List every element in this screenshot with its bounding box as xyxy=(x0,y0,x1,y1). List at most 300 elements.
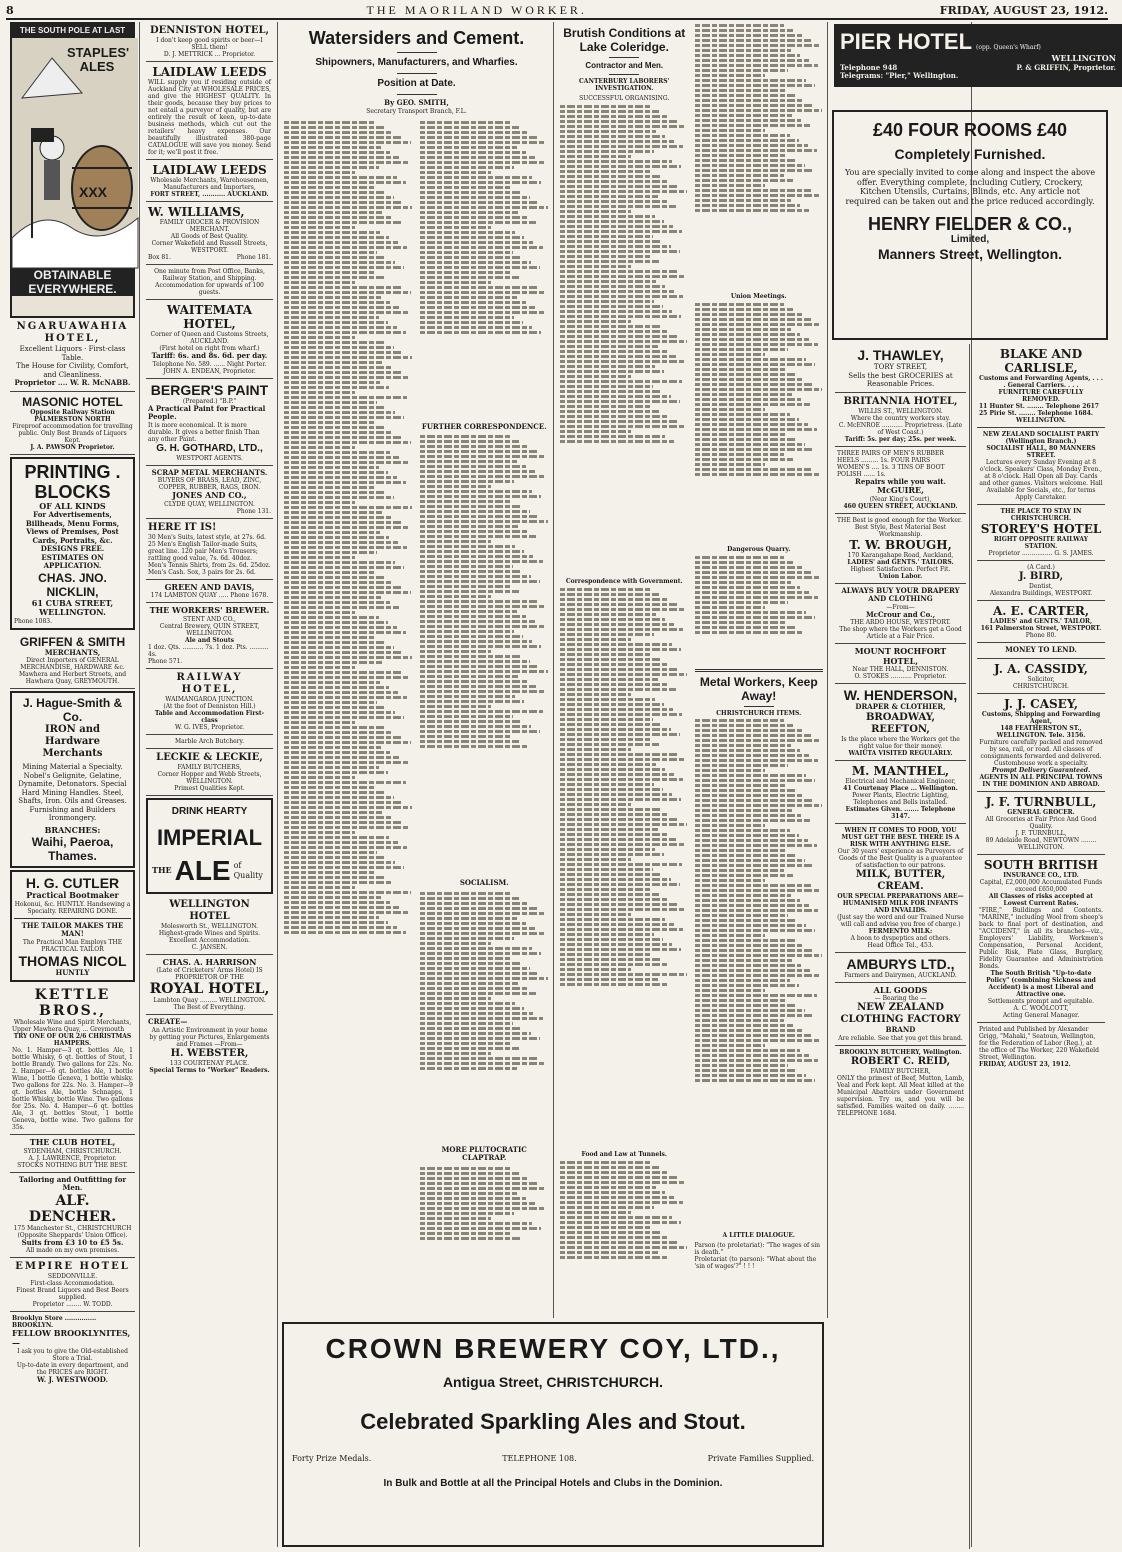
food-head: WHEN IT COMES TO FOOD, YOU MUST GET THE BEST. THERE IS A RISK WITH ANYTHING ELSE. xyxy=(841,826,960,848)
reid-ad xyxy=(835,1046,966,1120)
bergers-addr: WESTPORT AGENTS. xyxy=(176,454,243,462)
workers-phone: Phone 571. xyxy=(148,657,183,665)
storeys-sub: RIGHT OPPOSITE RAILWAY STATION. xyxy=(993,536,1089,550)
article1-right-text-3 xyxy=(420,892,550,1142)
turnbull-text: All Groceries at Fair Price And Good Quality. xyxy=(985,815,1097,830)
article2-right-text-1 xyxy=(695,24,824,290)
workers-sub: STENT AND CO., xyxy=(183,615,236,623)
carter-phone: Phone 80. xyxy=(1025,632,1057,639)
casey-text: Furniture carefully packed and removed by sea, rail, or road. All classes of consignments forwarded and delivered. Customhouse work a specialty. xyxy=(979,738,1103,767)
article1-claptrap-head: MORE PLUTOCRATIC CLAPTRAP. xyxy=(441,1144,527,1162)
cassidy-ad xyxy=(977,659,1105,694)
hague-branches: BRANCHES: xyxy=(44,824,101,835)
crown-brewery-ad xyxy=(282,1322,824,1547)
mount-addr: Near THE HALL, DENNISTON. xyxy=(852,666,949,673)
mccrour-text: The shop where the Workers get a Good Article at a Fair Price. xyxy=(839,626,962,640)
workers-ale: Ale and Stouts xyxy=(185,636,234,644)
paper-title: THE MAORILAND WORKER. xyxy=(366,2,587,17)
hereitis-text: 30 Men's Suits, latest style, at 27s. 6d. 25 Men's English Tailor-made Suits, great line. 120 pair Men's Trousers; rattling good value, 7s. 6d. 40doz. Men's Tennis Shirts, from 2s. 6d. 25doz. Men's Cash. Sox, 3 pairs for 2s. 6d. xyxy=(148,533,271,576)
waitemata-sub: Corner of Queen and Customs Streets, AUCKLAND. xyxy=(150,331,269,345)
club-line: STOCKS NOTHING BUT THE BEST. xyxy=(17,1161,128,1169)
food-fermento: FERMENTO MILK: xyxy=(868,927,933,935)
article2-col-left xyxy=(560,22,689,1312)
cassidy-sub: Solicitor, xyxy=(1027,675,1055,683)
dencher-made: All made on my own premises. xyxy=(25,1247,120,1254)
waitemata-tariff: Tariff: 6s. and 8s. 6d. per day. xyxy=(151,351,268,360)
henderson-name: W. HENDERSON, xyxy=(843,687,958,703)
article2-right-text-3 xyxy=(695,556,824,666)
socialist-party-ad xyxy=(977,428,1105,505)
amburys-ad xyxy=(835,953,966,983)
food-ad xyxy=(835,824,966,953)
amburys-name: AMBURYS LTD., xyxy=(846,955,955,972)
sb-role: Acting General Manager. xyxy=(1002,1011,1080,1019)
leckie-ad xyxy=(146,749,273,796)
south-british-ad xyxy=(977,855,1105,1023)
printing-blocks-ad xyxy=(10,457,135,630)
banks-note: One minute from Post Office, Banks, Railway Station, and Shipping. Accommodation for upwards of 100 guests. xyxy=(146,265,273,300)
fielder-sub: Completely Furnished. xyxy=(894,146,1046,162)
staples-brand: STAPLES' ALES xyxy=(67,45,130,74)
dialogue-line1: Parson (to proletariat): "The wages of sin is death." xyxy=(694,1242,821,1256)
pier-prop: P. & GRIFFIN, Proprietor. xyxy=(1016,62,1116,72)
article1-position: Position at Date. xyxy=(377,78,456,89)
britannia-name: BRITANNIA HOTEL, xyxy=(843,395,958,407)
crown-medals: Forty Prize Medals. xyxy=(292,1454,372,1463)
tailor-town: HUNTLY xyxy=(55,967,90,977)
mcguire-text: THREE PAIRS OF MEN'S RUBBER HEELS ......... 1s. FOUR PAIRS WOMEN'S .... 1s. 3 TINS OF BOOT POLISH ...... 1s. xyxy=(837,449,945,478)
britannia-line: Where the country workers stay. xyxy=(850,414,951,422)
sb-settled: Settlements prompt and equitable. xyxy=(987,997,1095,1005)
drink-line1: DRINK HEARTY xyxy=(171,805,248,817)
webster-addr: 133 COURTENAY PLACE. xyxy=(169,1059,250,1067)
article2-section1: CANTERBURY LABORERS' INVESTIGATION. xyxy=(579,77,670,92)
wellington-hotel-ad xyxy=(146,896,273,955)
article1-byline: By GEO. SMITH, xyxy=(384,98,449,107)
kettle-addr: Upper Mawhera Quay, ... Greymouth xyxy=(12,1026,125,1033)
crown-name: CROWN BREWERY COY, LTD., xyxy=(325,1333,781,1364)
henderson-waiuta: WAIUTA VISITED REGULARLY. xyxy=(848,749,953,757)
mcguire-sub: (Near King's Court), xyxy=(869,495,932,503)
style-line: Best Style, Best Material Best Workmanship. xyxy=(854,523,947,538)
brough-line: Highest Satisfaction. Perfect Fit. xyxy=(850,565,951,573)
brooklyn-line: Brooklyn Store ............... BROOKLYN. xyxy=(12,1315,97,1329)
article2-col-right xyxy=(695,22,824,1312)
laidlaw2-addr: FORT STREET, ........... AUCKLAND. xyxy=(150,191,269,198)
henderson-sub: DRAPER & CLOTHIER, xyxy=(855,702,946,711)
food-boon: A boon to dyspeptics and others. xyxy=(850,934,951,942)
mccrour-ad xyxy=(835,584,966,645)
mount-name: MOUNT ROCHFORT HOTEL, xyxy=(854,646,947,666)
reid-name: ROBERT C. REID, xyxy=(850,1055,951,1067)
crown-row xyxy=(292,1454,814,1464)
casey-prompt: Prompt Delivery Guaranteed. xyxy=(991,766,1091,774)
reid-text: ONLY the primest of Beef, Mutton, Lamb, Veal and Pork kept. All Meat killed at the Municipal Abattoirs under Government supervision. Try us, and you will be satisfied. Families waited on daily. ........ TELEPHONE 1684. xyxy=(837,1074,964,1117)
storeys-hotel-ad xyxy=(977,505,1105,561)
railway-line: Table and Accommodation First-class xyxy=(154,709,265,724)
drink-line4: ALE xyxy=(174,854,231,886)
cassidy-addr: CHRISTCHURCH. xyxy=(1013,682,1069,690)
crown-slogan: Celebrated Sparkling Ales and Stout. xyxy=(360,1409,746,1434)
article1-col-right xyxy=(420,119,550,1259)
staples-barrel-label: XXX xyxy=(78,184,107,200)
storeys-name: STOREY'S HOTEL xyxy=(980,522,1102,536)
scrap-metal-ad xyxy=(146,466,273,519)
clothing-factory-ad xyxy=(835,983,966,1046)
railway-prop: W. G. IVES, Proprietor. xyxy=(175,723,244,731)
hague-name: J. Hague-Smith & Co. xyxy=(22,696,123,724)
workers-doz: 1 doz. Qts. ........... 7s. 1 doz. Pts. .......... 4s. xyxy=(148,643,269,658)
drink-row xyxy=(152,856,267,886)
reid-head: BROOKLYN BUTCHERY, Wellington. xyxy=(839,1048,962,1056)
scrap-head: SCRAP METAL MERCHANTS. xyxy=(151,467,268,477)
food-just: (Just say the word and our Trained Nurse will call and advise you free of charge.) xyxy=(837,913,964,928)
brooklyn-name: FELLOW BROOKLYNITES,— xyxy=(12,1328,131,1348)
socialist-hall: SOCIALIST HALL, 80 MANNERS STREET. xyxy=(986,445,1096,459)
tailor-name: THOMAS NICOL xyxy=(18,952,127,969)
marble-arch: Marble Arch Butchery. xyxy=(146,735,273,749)
kettle-sub: Wholesale Wine and Spirit Merchants, xyxy=(13,1019,132,1026)
blake-addr1: 11 Hunter St. ........ Telephone 2617 xyxy=(979,403,1099,410)
hague-smith-ad xyxy=(10,691,135,868)
britannia-ad xyxy=(835,393,966,447)
storeys-prop: Proprietor ................ G. S. JAMES. xyxy=(988,550,1094,557)
column-2 xyxy=(142,22,278,1547)
brooklyn-sig: W. J. WESTWOOD. xyxy=(36,1375,109,1384)
article2-left-text-2 xyxy=(560,588,689,1148)
williams-ad xyxy=(146,202,273,265)
article2-left-text-3 xyxy=(560,1161,689,1301)
article2-section4: Correspondence with Government. xyxy=(565,577,683,585)
williams-sub: FAMILY GROCER & PROVISION MERCHANT. xyxy=(159,219,260,233)
pier-phone: Telephone 948 xyxy=(840,62,898,72)
sb-sub: INSURANCE CO., LTD. xyxy=(1003,871,1079,879)
laidlaw-leeds-ad-1 xyxy=(146,62,273,160)
green-name: GREEN AND DAVIS, xyxy=(164,581,255,592)
article1-body xyxy=(284,119,549,1259)
drink-line3: THE xyxy=(152,864,172,875)
article1-right-text-4 xyxy=(420,1167,550,1267)
empire-addr: SEDDONVILLE. xyxy=(47,1273,98,1280)
scrap-addr: CLYDE QUAY, WELLINGTON. xyxy=(164,500,255,508)
allgoods-head: ALL GOODS xyxy=(873,984,928,995)
turnbull-ad xyxy=(977,792,1105,855)
carter-name: A. E. CARTER, xyxy=(992,604,1090,618)
manthel-sub: Electrical and Mechanical Engineer, xyxy=(845,777,956,785)
hague-lines: Mining Material a Specialty. Nobel's Gelignite, Gelatine, Dynamite, Detonators. Special Hard Mining Handles. Steel, Shafts, Iron. Oils and Greases. Furnishing and Builders Ironmongery. xyxy=(18,763,127,822)
crown-phone: TELEPHONE 108. xyxy=(502,1454,577,1463)
thawley-ad xyxy=(835,344,966,393)
sb-agent: A. C. WOOLCOTT, xyxy=(1013,1004,1069,1012)
workers-name: THE WORKERS' BREWER. xyxy=(149,605,270,615)
bergers-paint-ad xyxy=(146,379,273,466)
empire-prop: Proprietor ........ W. TODD. xyxy=(32,1301,113,1308)
bird-name: J. BIRD, xyxy=(1018,571,1064,582)
staples-top: THE SOUTH POLE AT LAST xyxy=(12,24,133,38)
food-office: Head Office Tel., 453. xyxy=(867,941,934,949)
laidlaw-leeds-ad-2 xyxy=(146,160,273,202)
henderson-ad xyxy=(835,684,966,761)
brough-name: T. W. BROUGH, xyxy=(849,537,952,552)
workers-addr: Central Brewery, QUIN STREET, WELLINGTON. xyxy=(159,622,260,637)
turnbull-name2: J. F. TURNBULL, xyxy=(1015,829,1067,837)
pier-city: WELLINGTON xyxy=(1051,53,1116,63)
article2-left-text-1 xyxy=(560,105,689,575)
casey-addr: 148 FEATHERSTON ST., WELLINGTON. Tele. 3156. xyxy=(996,724,1086,739)
bird-addr: Alexandra Buildings, WESTPORT. xyxy=(989,590,1093,597)
fielder-ltd: Limited, xyxy=(950,234,990,245)
food-prep: OUR SPECIAL PREPARATIONS ARE— xyxy=(837,892,964,900)
tailor-line1: THE TAILOR MAKES THE MAN! xyxy=(21,920,124,938)
dencher-head: Tailoring and Outfitting for Men. xyxy=(18,1174,127,1192)
ngaruawahia-hotel-ad xyxy=(10,318,135,392)
wellington-addr: Molesworth St., WELLINGTON. xyxy=(161,922,258,930)
club-addr: SYDENHAM, CHRISTCHURCH. xyxy=(23,1147,122,1155)
cutler-sub: Practical Bootmaker xyxy=(26,890,119,900)
article1-right-text-1 xyxy=(420,121,550,419)
denniston-prop: D. J. METTRICK ... Proprietor. xyxy=(163,51,256,58)
laidlaw2-sub: Wholesale Merchants, Warehousemen, Manufacturers and Importers, xyxy=(150,177,269,191)
hague-sub2: Hardware Merchants xyxy=(42,736,103,759)
griffen-line: Direct Importers of GENERAL MERCHANDISE, HARDWARE &c. Mawhera and Herbert Streets, and Hawhera Quay, GREYMOUTH. xyxy=(18,657,127,685)
pier-name: PIER HOTEL xyxy=(840,29,973,54)
mcguire-ad xyxy=(835,447,966,514)
denniston-hotel-ad xyxy=(146,22,273,62)
blake-addr2: 25 Pirie St. ........ Telephone 1684. xyxy=(979,410,1093,417)
casey-ad xyxy=(977,694,1105,792)
wellington-name: WELLINGTON HOTEL xyxy=(169,898,250,922)
williams-contact xyxy=(148,254,271,261)
manthel-est: Estimates Given. ....... Telephone 3147. xyxy=(845,805,956,820)
bergers-line: A Practical Paint for Practical People. xyxy=(148,403,266,421)
railway-sub: (At the foot of Denniston Hill.) xyxy=(163,702,256,710)
article1-further-head: FURTHER CORRESPONDENCE. xyxy=(421,421,547,431)
manthel-addr: 41 Courtenay Place ... Wellington. xyxy=(843,784,958,792)
waitemata-hotel-ad xyxy=(146,300,273,379)
masonic-name: MASONIC HOTEL xyxy=(22,394,123,409)
ngaruawahia-prop: Proprietor .... W. R. McNABB. xyxy=(14,378,131,387)
harrison-hotel: ROYAL HOTEL, xyxy=(149,981,270,997)
henderson-text: Is the place where the Workers get the right value for their money. xyxy=(841,735,960,750)
printing-phone: Phone 1083. xyxy=(14,617,53,625)
griffen-smith-ad xyxy=(10,632,135,690)
leckie-line: Primest Qualities Kept. xyxy=(174,784,245,792)
masonic-prop: J. A. PAWSON Proprietor. xyxy=(30,443,115,451)
manthel-name: M. MANTHEL, xyxy=(851,763,950,778)
empire-line2: Finest Brand Liquors and Best Beers supplied. xyxy=(16,1287,129,1301)
manthel-ad xyxy=(835,761,966,824)
railway-hotel-ad xyxy=(146,669,273,735)
printing-name: CHAS. JNO. NICKLIN, xyxy=(38,570,107,599)
wellington-prop: C. JANSEN. xyxy=(191,943,228,951)
hereitis-name: HERE IT IS! xyxy=(148,521,217,533)
williams-phone: Phone 181. xyxy=(236,254,271,261)
page-number: 8 xyxy=(6,3,14,17)
sb-capital: Capital, £2,000,000 Accumulated Funds exceed £650,000 xyxy=(979,878,1103,893)
dencher-line: Suits from £3 10 to £5 5s. xyxy=(21,1237,124,1247)
staples-ale-ad xyxy=(10,22,135,318)
cutler-line: Hokonui, &c. HUNTLY. Handsewing a Specialty. REPAIRING DONE. xyxy=(14,900,131,915)
empire-hotel-ad xyxy=(10,1258,135,1312)
brough-ad xyxy=(835,514,966,584)
brooklyn-text2: Up-to-date in every department, and the PRICES are RIGHT. xyxy=(16,1362,129,1376)
imprint-date: FRIDAY, AUGUST 23, 1912. xyxy=(979,1060,1071,1068)
reid-sub: FAMILY BUTCHER, xyxy=(870,1067,931,1075)
column-5-lower xyxy=(832,344,970,1549)
britannia-prop: C. McENROE ........... Proprietress. (Late of West Coast.) xyxy=(838,421,963,436)
turnbull-sub: GENERAL GROCER. xyxy=(1007,808,1075,816)
cassidy-name: J. A. CASSIDY, xyxy=(994,661,1088,676)
socialist-text: Lectures every Sunday Evening at 8 o'clock. Speakers' Class, Monday Even., at 8 o'clock. Hall Open all Day. Cards and other games. Visitors welcome. Hall Available for Socials, etc., for terms Apply Caretaker. xyxy=(979,459,1103,501)
griffen-name: GRIFFEN & SMITH xyxy=(19,634,126,649)
laidlaw1-name: LAIDLAW LEEDS xyxy=(152,65,267,79)
webster-ad xyxy=(146,1015,273,1077)
allgoods-brand2: BRAND xyxy=(885,1025,916,1034)
carter-addr: 161 Palmerston Street, WESTPORT. xyxy=(980,625,1102,632)
printing-lines: For Advertisements, Billheads, Menu Forms, Views of Premises, Post Cards, Portraits, &c. DESIGNS FREE. xyxy=(25,510,120,553)
mcguire-repairs: Repairs while you wait. xyxy=(855,476,946,486)
henderson-addr: BROADWAY, REEFTON, xyxy=(865,711,936,735)
ngaruawahia-line1: Excellent Liquors · First-class Table. xyxy=(19,345,126,362)
best-line: THE Best is good enough for the Worker. xyxy=(837,516,962,524)
harrison-name: CHAS. A. HARRISON xyxy=(162,956,257,967)
printing-title: PRINTING . BLOCKS xyxy=(24,461,121,502)
imprint-text: Printed and Published by Alexander Grigg, "Mahaki," Seatoun, Wellington, for the Federation of Labor (Reg.), at the office of The Worker, 220 Wakefield Street, Wellington. xyxy=(979,1025,1099,1061)
carter-ad xyxy=(977,601,1105,643)
bergers-items: It is more economical. It is more durable. It gives a better finish Than any other Paint. xyxy=(148,421,260,443)
article2-section3: Union Meetings. xyxy=(730,293,787,300)
article2-section5: Dangerous Quarry. xyxy=(727,546,791,553)
crown-addr: Antigua Street, CHRISTCHURCH. xyxy=(442,1374,664,1390)
crown-private: Private Families Supplied. xyxy=(707,1454,814,1463)
williams-addr: Corner Wakefield and Russell Streets, WESTPORT. xyxy=(151,240,268,254)
printing-sub: OF ALL KINDS xyxy=(39,500,106,511)
mount-rochfort-ad xyxy=(835,644,966,684)
sb-classes: All Classes of risks accepted at Lowest Current Rates. xyxy=(988,892,1094,907)
mccrour-head: ALWAYS BUY YOUR DRAPERY AND CLOTHING xyxy=(841,585,960,603)
williams-box: Box 81. xyxy=(148,254,171,261)
article1-title: Watersiders and Cement. xyxy=(308,28,525,48)
scrap-line: BUYERS OF BRASS, LEAD, ZINC, COPPER, RUBBER, RAGS, IRON. xyxy=(157,477,262,491)
denniston-name: DENNISTON HOTEL, xyxy=(150,25,269,36)
food-milk: MILK, BUTTER, CREAM. xyxy=(855,868,946,892)
here-it-is-ad xyxy=(146,519,273,580)
club-prop: A. J. LAWRENCE, Proprietor. xyxy=(28,1154,117,1162)
sb-name: SOUTH BRITISH xyxy=(983,857,1099,872)
railway-addr: WAIMANGAROA JUNCTION. xyxy=(165,695,254,703)
scrap-name: JONES AND CO., xyxy=(172,490,247,500)
printing-estimates: ESTIMATES ON APPLICATION. xyxy=(41,552,104,570)
imprint xyxy=(977,1023,1105,1071)
harrison-sub: (Late of Cricketers' Arms Hotel) IS PROPRIETOR OF THE xyxy=(156,967,263,981)
brooklyn-store-ad xyxy=(10,1312,135,1388)
pier-hotel-ad xyxy=(834,24,1122,87)
harrison-line: The Best of Everything. xyxy=(173,1004,246,1011)
kettle-name: KETTLE BROS., xyxy=(34,987,111,1019)
henry-fielder-ad xyxy=(832,110,1108,340)
waitemata-name: WAITEMATA HOTEL, xyxy=(166,303,253,331)
casey-sub: Customs, Shipping and Forwarding Agent, xyxy=(981,710,1101,725)
harrison-ad xyxy=(146,955,273,1016)
dencher-name: ALF. DENCHER. xyxy=(28,1192,117,1225)
masonic-line: Fireproof accommodation for travelling public. Only Best Brands of Liquors Kept. xyxy=(12,422,133,444)
article2-body xyxy=(560,22,823,1312)
bergers-name: BERGER'S PAINT xyxy=(150,381,269,398)
mcguire-name: McGUIRE, xyxy=(877,485,924,495)
article-watersiders xyxy=(280,22,554,1318)
leckie-name: LECKIE & LECKIE, xyxy=(156,751,263,763)
allgoods-bearing: — Bearing the — xyxy=(874,995,927,1002)
kettle-text: No. 1. Hamper—3 qt. bottles Ale, 1 bottle Whisky, 6 qt. bottles of Stout, 1 bottle Brandy. Two gallons for 22s. No. 2. Hamper—6 qt. bottles Ale, 1 bottle Wine, 1 bottle Geneva, 1 bottle whisky. Two gallons for 22s. No. 3. Hamper—9 qt. bottles Ale, bottle Schnapps, 1 bottle Whisky, bottle Wine. Two gallons for 25s. No. 4. Hamper—6 qt. bottles Ale, 3 qt. bottles Stout, 1 bottle Geneva, bottle wine. Two gallons for 35s. xyxy=(12,1047,133,1131)
bird-card: (A Card.) xyxy=(1027,564,1055,571)
tailor-line2: The Practical Man Employs THE PRACTICAL TAILOR xyxy=(22,938,123,953)
article2-section2: SUCCESSFUL ORGANISING. xyxy=(579,94,670,102)
thawley-name: J. THAWLEY, xyxy=(857,347,944,363)
empire-line1: First-class Accommodation. xyxy=(30,1280,115,1287)
wellington-text: Highest-grade Wines and Spirits. Excellent Accommodation. xyxy=(158,929,261,944)
waitemata-line1: (First hotel on right from wharf.) xyxy=(159,345,260,352)
blake-furniture: FURNITURE CAREFULLY REMOVED. xyxy=(998,389,1084,403)
brough-union: Union Labor. xyxy=(878,572,923,580)
drink-line5: of Quality xyxy=(233,861,263,880)
article2-section6: Food and Law at Tunnels. xyxy=(581,1150,667,1158)
article1-socialism-head: SOCIALISM. xyxy=(459,878,509,887)
allgoods-text: Are reliable. See that you get this brand. xyxy=(838,1034,963,1042)
turnbull-addr: 89 Adelaide Road, NEWTOWN ........ WELLINGTON. xyxy=(985,836,1097,851)
britannia-addr: WILLIS ST., WELLINGTON. xyxy=(858,407,943,415)
brooklyn-text: I ask you to give the Old-established Store a Trial. xyxy=(17,1348,128,1362)
workers-brewer-ad xyxy=(146,603,273,669)
staples-bottom2: EVERYWHERE. xyxy=(12,282,133,296)
sb-slogan: The South British "Up-to-date Policy" (combining Sickness and Accident) is a most Liberal and Attractive one. xyxy=(986,969,1096,998)
hague-towns: Waihi, Paeroa, Thames. xyxy=(31,835,114,863)
drink-line2: IMPERIAL xyxy=(156,824,263,850)
brough-addr: 170 Karangahape Road, Auckland, xyxy=(847,551,954,559)
bergers-sub: (Prepared.) "B.P." xyxy=(182,397,237,405)
ngaruawahia-name: NGARUAWAHIA HOTEL, xyxy=(16,321,129,344)
dencher-ad xyxy=(10,1173,135,1259)
casey-name: J. J. CASEY, xyxy=(1003,696,1079,711)
bird-ad xyxy=(977,561,1105,601)
waitemata-prop: JOHN A. ENDEAN, Proprietor. xyxy=(163,367,256,375)
griffen-sub: MERCHANTS, xyxy=(44,647,101,657)
laidlaw1-text: WILL supply you if residing outside of Auckland City at WHOLESALE PRICES, and give the HIGHEST QUALITY. In their goods, because they buy prices to not entail a purveyor of quality, but are entirely the result of keen, up-to-date business methods, which cut out the retailers' heavy expenses. Our beautifully illustrated 380-page CATALOGUE will save you money. Send for it; we'll post it free. xyxy=(148,79,271,156)
fielder-headline: £40 FOUR ROOMS £40 xyxy=(872,120,1068,140)
leckie-addr: Corner Hopper and Webb Streets, WELLINGTON. xyxy=(157,770,262,785)
mount-prop: O. STOKES ........... Proprietor. xyxy=(854,673,947,680)
brough-sub: LADIES' and GENTS.' TAILORS. xyxy=(847,558,954,566)
club-hotel-ad xyxy=(10,1135,135,1173)
article-lake-coleridge xyxy=(556,22,828,1318)
kettle-try: TRY ONE OF OUR 2/6 CHRISTMAS HAMPERS. xyxy=(13,1033,132,1047)
dialogue-head: A LITTLE DIALOGUE. xyxy=(722,1232,795,1239)
dialogue-line2: Proletariat (to parson): "What about the 'sin of wages'?" ! ! ! xyxy=(694,1256,817,1270)
article2-title: Brutish Conditions at Lake Coleridge. xyxy=(563,26,686,54)
mccrour-name: McCrour and Co., xyxy=(865,609,936,619)
cutler-ad xyxy=(10,870,135,982)
article2-subtitle: Contractor and Men. xyxy=(585,61,664,70)
webster-foot: Special Terms to "Worker" Readers. xyxy=(149,1066,270,1074)
issue-date: FRIDAY, AUGUST 23, 1912. xyxy=(939,3,1108,17)
bird-sub: Dentist, xyxy=(1029,583,1053,590)
dencher-addr: 175 Manchester St., CHRISTCHURCH (Opposite Sheppards' Union Office). xyxy=(13,1224,132,1239)
cutler-name: H. G. CUTLER xyxy=(25,875,120,891)
mccrour-from: —From— xyxy=(886,603,915,611)
club-name: THE CLUB HOTEL, xyxy=(29,1137,116,1147)
article1-col-left xyxy=(284,119,414,1259)
storeys-head: THE PLACE TO STAY IN CHRISTCHURCH. xyxy=(1000,508,1082,522)
column-1 xyxy=(6,22,140,1547)
